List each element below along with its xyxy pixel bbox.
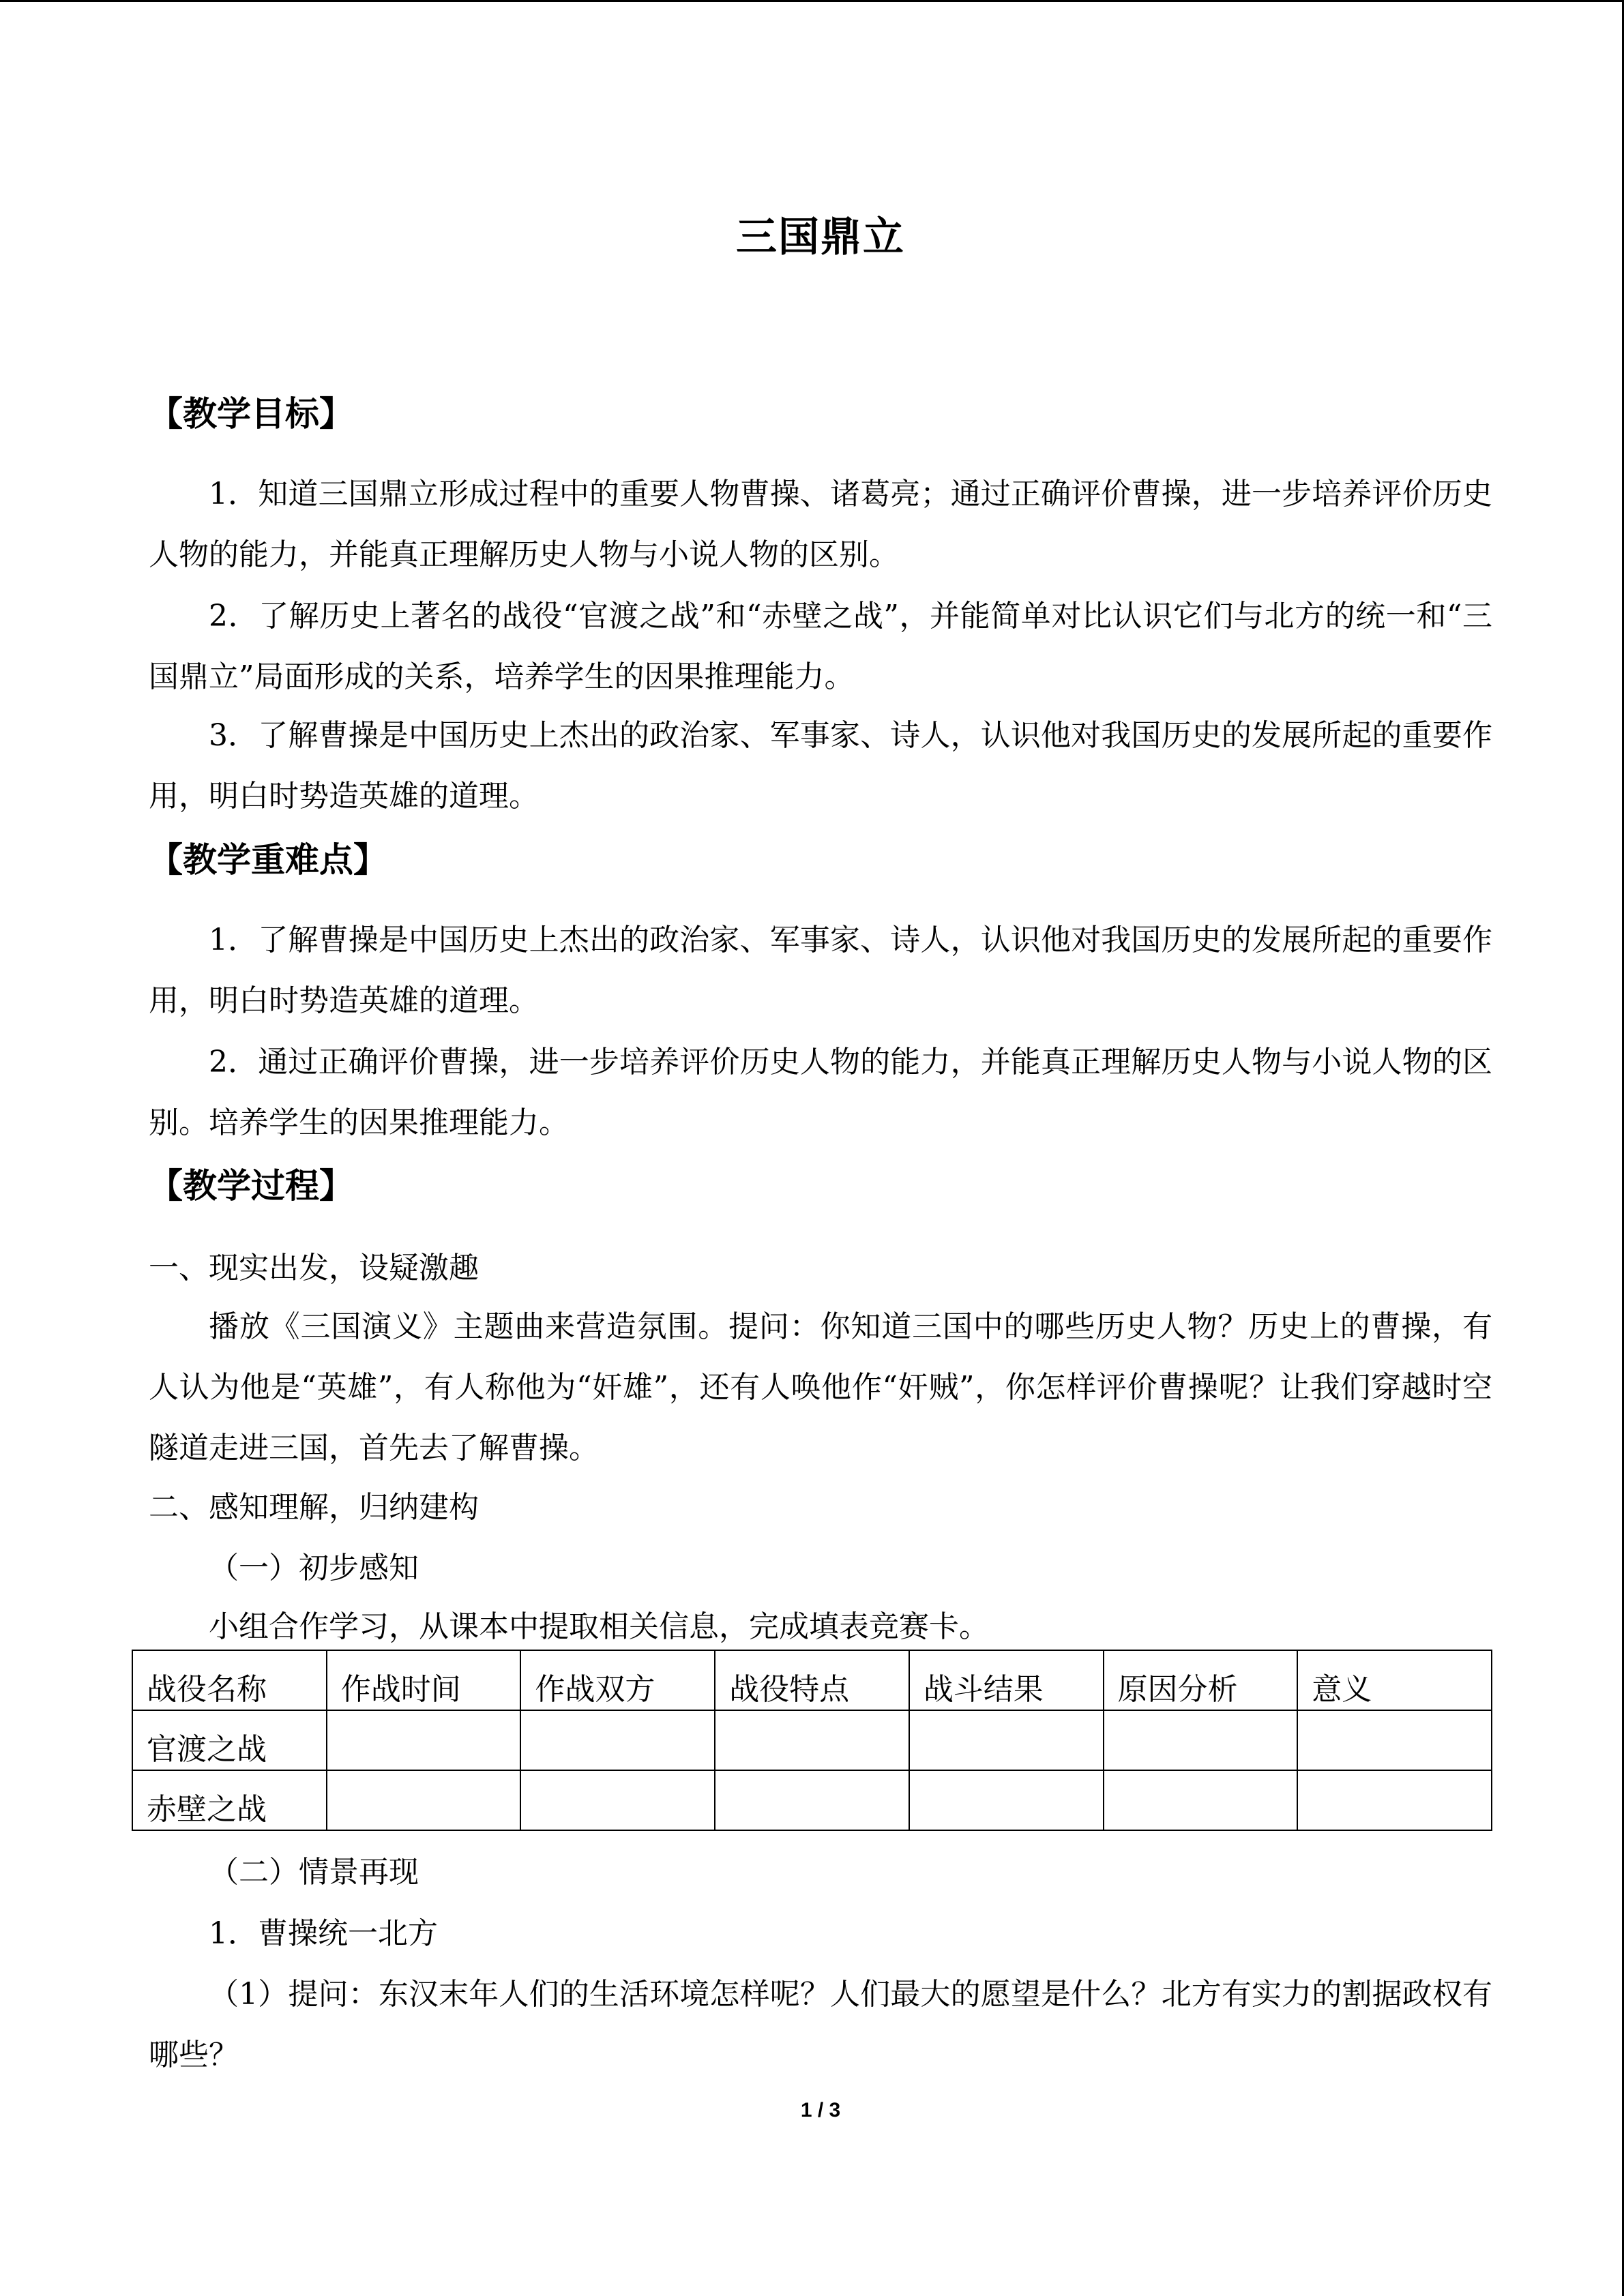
- table-header-row: [132, 1650, 1492, 1710]
- page-title: 三国鼎立: [736, 213, 905, 261]
- table-cell: [715, 1710, 909, 1770]
- table-header-cell: 战役特点: [715, 1650, 909, 1710]
- table-cell: [1104, 1710, 1298, 1770]
- table-header-cell: 作战双方: [520, 1650, 715, 1710]
- process-question-paragraph: （1）提问：东汉末年人们的生活环境怎样呢？人们最大的愿望是什么？北方有实力的割据政权有哪些？: [149, 1977, 1492, 2072]
- battle-comparison-table: [132, 1650, 1492, 1831]
- table-cell: [1104, 1770, 1298, 1830]
- key-point-paragraph: 1．了解曹操是中国历史上杰出的政治家、军事家、诗人，认识他对我国历史的发展所起的重要作用，明白时势造英雄的道理。: [149, 923, 1492, 1018]
- process-subheading: （一）初步感知: [209, 1551, 419, 1585]
- table-cell: [327, 1770, 521, 1830]
- table-row: [132, 1770, 1492, 1830]
- table-cell: [715, 1770, 909, 1830]
- process-subheading: （二）情景再现: [209, 1855, 419, 1890]
- section-heading-objectives: 【教学目标】: [149, 394, 353, 434]
- table-cell: [520, 1770, 715, 1830]
- objective-paragraph: 1．知道三国鼎立形成过程中的重要人物曹操、诸葛亮；通过正确评价曹操，进一步培养评价历史人物的能力，并能真正理解历史人物与小说人物的区别。: [149, 477, 1492, 572]
- section-heading-key-points: 【教学重难点】: [149, 840, 387, 880]
- table-row: [132, 1710, 1492, 1770]
- key-point-paragraph: 2．通过正确评价曹操，进一步培养评价历史人物的能力，并能真正理解历史人物与小说人物的区别。培养学生的因果推理能力。: [149, 1045, 1492, 1140]
- process-item-heading: 1．曹操统一北方: [209, 1916, 438, 1951]
- table-cell: [1297, 1770, 1492, 1830]
- process-step-heading: 一、现实出发，设疑激趣: [149, 1251, 479, 1285]
- table-header-cell: 原因分析: [1104, 1650, 1298, 1710]
- objective-paragraph: 3．了解曹操是中国历史上杰出的政治家、军事家、诗人，认识他对我国历史的发展所起的重要作用，明白时势造英雄的道理。: [149, 718, 1492, 814]
- table-cell: [909, 1770, 1104, 1830]
- table-cell: [909, 1710, 1104, 1770]
- table-cell: 赤壁之战: [132, 1770, 327, 1830]
- table-header-cell: 意义: [1297, 1650, 1492, 1710]
- table-cell: [520, 1710, 715, 1770]
- process-step-heading: 二、感知理解，归纳建构: [149, 1490, 479, 1525]
- table-cell: [327, 1710, 521, 1770]
- table-cell: 官渡之战: [132, 1710, 327, 1770]
- table-cell: [1297, 1710, 1492, 1770]
- process-paragraph: 播放《三国演义》主题曲来营造氛围。提问：你知道三国中的哪些历史人物？历史上的曹操，有人认为他是“英雄”，有人称他为“奸雄”，还有人唤他作“奸贼”，你怎样评价曹操呢？让我们穿越时空隧道走进三国，首先去了解曹操。: [149, 1309, 1492, 1465]
- document-page: [149, 0, 1492, 2296]
- section-heading-process: 【教学过程】: [149, 1166, 353, 1206]
- page-number: 1 / 3: [800, 2099, 841, 2121]
- objective-paragraph: 2．了解历史上著名的战役“官渡之战”和“赤壁之战”，并能简单对比认识它们与北方的统一和“三国鼎立”局面形成的关系，培养学生的因果推理能力。: [149, 599, 1492, 694]
- table-header-cell: 战斗结果: [909, 1650, 1104, 1710]
- table-header-cell: 作战时间: [327, 1650, 521, 1710]
- table-header-cell: 战役名称: [132, 1650, 327, 1710]
- process-text-line: 小组合作学习，从课本中提取相关信息，完成填表竞赛卡。: [209, 1609, 989, 1644]
